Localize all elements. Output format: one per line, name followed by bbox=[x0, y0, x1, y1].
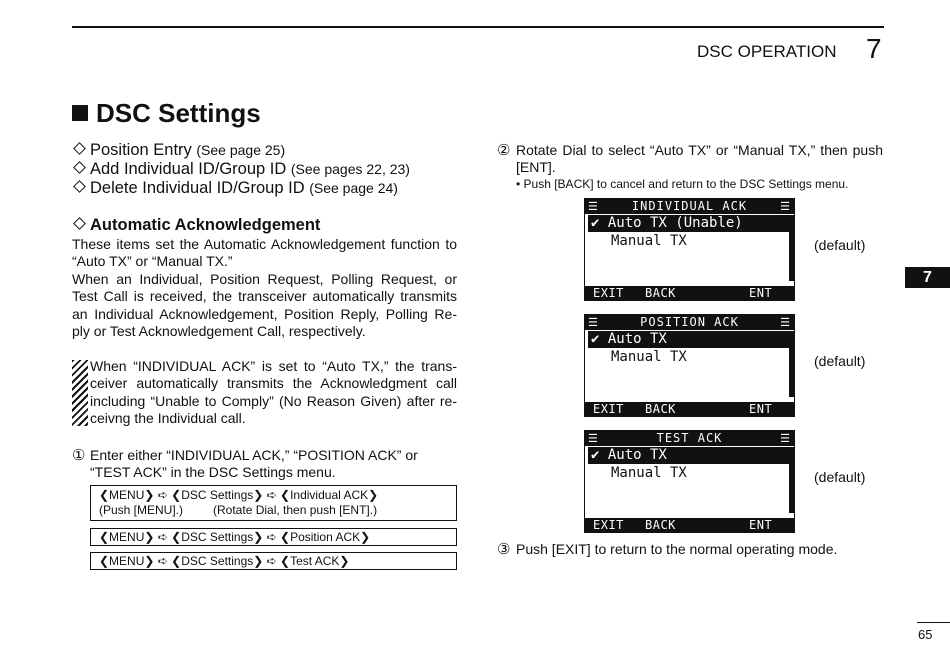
lcd-scrollbar bbox=[789, 215, 794, 281]
lcd-scrollbar bbox=[789, 447, 794, 513]
menu-item-position-entry bbox=[72, 141, 285, 160]
menu-path-box-test bbox=[90, 552, 457, 570]
menu-item-label: Position Entry bbox=[90, 141, 192, 159]
section-title-text: DSC Settings bbox=[96, 98, 261, 128]
lcd-title-bar bbox=[585, 431, 794, 446]
lcd-title: TEST ACK bbox=[656, 431, 723, 445]
menu-lines-icon: ☰ bbox=[780, 432, 791, 445]
menu-path-text: ❮MENU❯ ➪ ❮DSC Settings❯ ➪ ❮Position ACK❯ bbox=[99, 530, 371, 544]
lcd-softkey-bar bbox=[585, 518, 794, 532]
default-label: (default) bbox=[814, 237, 866, 253]
softkey-ent: ENT bbox=[749, 518, 773, 532]
menu-lines-icon: ☰ bbox=[780, 200, 791, 213]
note-text: When “INDIVIDUAL ACK” is set to “Auto TX,” the trans-ceiver automatically transmits the Acknowledgment call including “Unable to Comply” (No Reason Given) after re-ceivng the Individual call. bbox=[90, 358, 457, 427]
lcd-screen-test-ack bbox=[584, 430, 795, 533]
step-number-1: ① bbox=[72, 447, 86, 464]
menu-path-text: ❮MENU❯ ➪ ❮DSC Settings❯ ➪ ❮Individual ACK❯ bbox=[99, 488, 379, 502]
step-2-text: Rotate Dial to select “Auto TX” or “Manual TX,” then push [ENT]. bbox=[516, 142, 883, 176]
menu-lines-icon: ☰ bbox=[588, 200, 599, 213]
menu-path-box-position bbox=[90, 528, 457, 546]
note-hatch-icon bbox=[72, 360, 88, 426]
softkey-ent: ENT bbox=[749, 402, 773, 416]
menu-lines-icon: ☰ bbox=[588, 316, 599, 329]
diamond-icon bbox=[73, 161, 86, 174]
softkey-ent: ENT bbox=[749, 286, 773, 300]
default-label: (default) bbox=[814, 469, 866, 485]
lcd-option: Manual TX bbox=[611, 465, 687, 481]
top-rule bbox=[72, 26, 884, 28]
lcd-selected-option: ✔ Auto TX bbox=[588, 331, 789, 348]
diamond-icon bbox=[73, 142, 86, 155]
lcd-softkey-bar bbox=[585, 402, 794, 416]
menu-lines-icon: ☰ bbox=[780, 316, 791, 329]
softkey-back: BACK bbox=[645, 402, 676, 416]
paragraph-intro: These items set the Automatic Acknowledgement function to “Auto TX” or “Manual TX.” bbox=[72, 236, 457, 270]
lcd-title: INDIVIDUAL ACK bbox=[631, 199, 748, 213]
paragraph-description: When an Individual, Position Request, Polling Request, or Test Call is received, the transceiver automatically transmits an Individual Acknowledgement, Position Reply, Polling Re-ply or Test Acknowledgement Call, respectively. bbox=[72, 271, 457, 340]
lcd-option: Manual TX bbox=[611, 233, 687, 249]
softkey-back: BACK bbox=[645, 286, 676, 300]
menu-item-label: Delete Individual ID/Group ID bbox=[90, 179, 305, 197]
diamond-icon bbox=[73, 180, 86, 193]
subsection-heading-text: Automatic Acknowledgement bbox=[90, 216, 321, 234]
menu-lines-icon: ☰ bbox=[588, 432, 599, 445]
section-title bbox=[72, 98, 261, 129]
menu-path-box-individual bbox=[90, 485, 457, 521]
menu-path-hint bbox=[99, 503, 448, 518]
page-ref: (See page 25) bbox=[196, 142, 286, 158]
lcd-screen-individual-ack bbox=[584, 198, 795, 301]
chapter-side-tab: 7 bbox=[905, 267, 950, 288]
chapter-number: 7 bbox=[866, 33, 882, 64]
subsection-heading bbox=[72, 216, 320, 235]
lcd-scrollbar bbox=[789, 331, 794, 397]
lcd-screen-position-ack bbox=[584, 314, 795, 417]
lcd-title: POSITION ACK bbox=[640, 315, 739, 329]
step-1-text: Enter either “INDIVIDUAL ACK,” “POSITION ACK” or “TEST ACK” in the DSC Settings menu. bbox=[90, 447, 418, 481]
step-number-2: ② bbox=[497, 142, 511, 159]
step-3-text: Push [EXIT] to return to the normal operating mode. bbox=[516, 541, 838, 557]
page-number-rule bbox=[917, 622, 950, 623]
diamond-icon bbox=[73, 217, 86, 230]
menu-path-text: ❮MENU❯ ➪ ❮DSC Settings❯ ➪ ❮Test ACK❯ bbox=[99, 554, 350, 568]
lcd-option: Manual TX bbox=[611, 349, 687, 365]
hint-rotate-dial: (Rotate Dial, then push [ENT].) bbox=[213, 503, 378, 517]
page-ref: (See page 24) bbox=[309, 180, 398, 196]
chapter-title: DSC OPERATION bbox=[697, 42, 837, 61]
hint-push-menu: (Push [MENU].) bbox=[99, 503, 184, 517]
menu-item-delete-id bbox=[72, 179, 398, 198]
step-2-bullet: • Push [BACK] to cancel and return to the DSC Settings menu. bbox=[516, 177, 849, 191]
lcd-selected-option: ✔ Auto TX (Unable) bbox=[588, 215, 789, 232]
page-number: 65 bbox=[918, 627, 933, 642]
page-ref: (See pages 22, 23) bbox=[290, 161, 410, 177]
softkey-exit: EXIT bbox=[593, 402, 624, 416]
step-number-3: ③ bbox=[497, 541, 511, 558]
lcd-selected-option: ✔ Auto TX bbox=[588, 447, 789, 464]
lcd-title-bar bbox=[585, 315, 794, 330]
lcd-title-bar bbox=[585, 199, 794, 214]
menu-item-add-id bbox=[72, 160, 410, 179]
lcd-softkey-bar bbox=[585, 286, 794, 300]
softkey-back: BACK bbox=[645, 518, 676, 532]
default-label: (default) bbox=[814, 353, 866, 369]
softkey-exit: EXIT bbox=[593, 518, 624, 532]
softkey-exit: EXIT bbox=[593, 286, 624, 300]
square-bullet-icon bbox=[72, 105, 88, 121]
menu-item-label: Add Individual ID/Group ID bbox=[90, 160, 287, 178]
